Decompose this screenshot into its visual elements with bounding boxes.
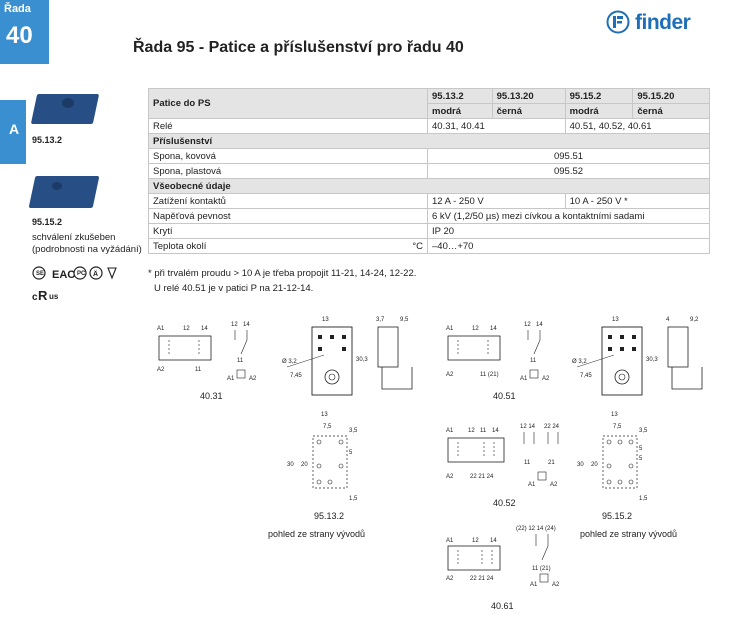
socket-95132-drawing bbox=[282, 315, 422, 400]
spec-table bbox=[148, 88, 710, 254]
svg-text:A2: A2 bbox=[249, 376, 257, 382]
svg-text:20: 20 bbox=[591, 462, 598, 468]
row-label: Relé bbox=[149, 119, 428, 134]
svg-text:11: 11 bbox=[530, 358, 537, 364]
svg-text:5: 5 bbox=[639, 456, 643, 462]
cert-eac-mark: EAC bbox=[52, 269, 76, 281]
svg-text:7,45: 7,45 bbox=[290, 373, 302, 379]
svg-text:11: 11 bbox=[195, 367, 202, 373]
brand-logo bbox=[606, 10, 712, 36]
svg-text:30,3: 30,3 bbox=[646, 357, 658, 363]
approval-note: schválení zkušeben bbox=[32, 232, 116, 243]
row-label: Krytí bbox=[149, 224, 428, 239]
svg-text:A1: A1 bbox=[530, 582, 538, 588]
svg-text:c: c bbox=[32, 292, 38, 303]
svg-text:30,3: 30,3 bbox=[356, 357, 368, 363]
col-code: 95.13.20 bbox=[492, 89, 565, 104]
col-code: 95.15.20 bbox=[633, 89, 710, 104]
svg-text:13: 13 bbox=[612, 317, 619, 323]
svg-text:11: 11 bbox=[480, 428, 487, 434]
svg-text:30: 30 bbox=[287, 462, 294, 468]
approval-details: (podrobnosti na vyžádání) bbox=[32, 244, 142, 255]
svg-text:9,2: 9,2 bbox=[690, 317, 699, 323]
svg-text:A2: A2 bbox=[542, 376, 550, 382]
svg-text:30: 30 bbox=[577, 462, 584, 468]
svg-text:11: 11 bbox=[524, 460, 531, 466]
svg-text:A2: A2 bbox=[552, 582, 560, 588]
cell-value: 6 kV (1,2/50 µs) mezi cívkou a kontaktními sadami bbox=[428, 209, 710, 224]
diagram-4061-label: 40.61 bbox=[491, 601, 514, 611]
footnote-2: U relé 40.51 je v patici P na 21-12-14. bbox=[154, 283, 314, 294]
svg-text:21: 21 bbox=[548, 460, 555, 466]
cell-value: 095.52 bbox=[428, 164, 710, 179]
svg-text:4: 4 bbox=[666, 317, 670, 323]
svg-text:7,5: 7,5 bbox=[323, 424, 332, 430]
section-header: Příslušenství bbox=[149, 134, 710, 149]
svg-text:14: 14 bbox=[201, 326, 208, 332]
svg-text:13: 13 bbox=[611, 412, 618, 418]
svg-text:12: 12 bbox=[183, 326, 190, 332]
svg-text:9,5: 9,5 bbox=[400, 317, 409, 323]
socket-hole bbox=[52, 182, 62, 190]
col-color: modrá bbox=[565, 104, 633, 119]
product-code-95132: 95.13.2 bbox=[32, 135, 63, 145]
cert-triangle-icon bbox=[108, 268, 116, 278]
section-letter: A bbox=[9, 121, 20, 137]
cert-icons bbox=[32, 266, 132, 306]
cert-ul-mark: us bbox=[49, 292, 59, 301]
svg-text:1,5: 1,5 bbox=[349, 496, 358, 502]
diagram-4031-relay bbox=[155, 318, 265, 388]
row-label: Spona, plastová bbox=[149, 164, 428, 179]
svg-text:14: 14 bbox=[536, 322, 543, 328]
diagram-4051-relay bbox=[444, 318, 564, 388]
svg-text:7,5: 7,5 bbox=[613, 424, 622, 430]
svg-text:A2: A2 bbox=[446, 372, 454, 378]
cell-value: 40.31, 40.41 bbox=[428, 119, 566, 134]
svg-text:13: 13 bbox=[322, 317, 329, 323]
svg-text:12: 12 bbox=[231, 322, 238, 328]
page-title: Řada 95 - Patice a příslušenství pro řadu 40 bbox=[133, 39, 464, 56]
svg-text:3,5: 3,5 bbox=[639, 428, 648, 434]
svg-text:A1: A1 bbox=[227, 376, 235, 382]
svg-text:SE: SE bbox=[36, 271, 45, 277]
svg-text:12 14: 12 14 bbox=[520, 424, 536, 430]
series-word: Řada bbox=[4, 3, 31, 15]
svg-text:5: 5 bbox=[349, 450, 353, 456]
svg-text:14: 14 bbox=[492, 428, 499, 434]
row-label: Zatížení kontaktů bbox=[149, 194, 428, 209]
cell-value: 40.51, 40.52, 40.61 bbox=[565, 119, 709, 134]
cell-value: –40…+70 bbox=[428, 239, 710, 254]
row-label: Spona, kovová bbox=[149, 149, 428, 164]
svg-text:5: 5 bbox=[639, 446, 643, 452]
svg-text:Ø 3,2: Ø 3,2 bbox=[572, 359, 587, 365]
section-header: Všeobecné údaje bbox=[149, 179, 710, 194]
svg-text:Ä: Ä bbox=[93, 271, 99, 278]
brand-name: finder bbox=[635, 11, 691, 34]
diagram-4061-relay bbox=[444, 522, 574, 592]
footnote-1: * při trvalém proudu > 10 A je třeba propojit 11-21, 14-24, 12-22. bbox=[148, 268, 417, 279]
temp-label: Teplota okolí bbox=[153, 240, 207, 252]
svg-text:20: 20 bbox=[301, 462, 308, 468]
diagram-4052-relay bbox=[444, 420, 574, 495]
svg-text:13: 13 bbox=[321, 412, 328, 418]
svg-text:PC: PC bbox=[77, 271, 86, 277]
svg-text:A2: A2 bbox=[157, 367, 165, 373]
diagram-4031-label: 40.31 bbox=[200, 391, 223, 401]
svg-text:(22) 12 14 (24): (22) 12 14 (24) bbox=[516, 526, 556, 532]
row-label bbox=[149, 239, 428, 254]
cell-value: 10 A - 250 V * bbox=[565, 194, 709, 209]
svg-text:A2: A2 bbox=[550, 482, 558, 488]
svg-text:A1: A1 bbox=[446, 428, 454, 434]
series-badge bbox=[0, 0, 49, 64]
svg-text:22 21 24: 22 21 24 bbox=[470, 474, 494, 480]
section-tab bbox=[0, 100, 26, 164]
svg-text:3,7: 3,7 bbox=[376, 317, 385, 323]
footprint-95152 bbox=[573, 410, 653, 510]
pin-view-caption-a: pohled ze strany vývodů bbox=[268, 529, 366, 539]
col-color: černá bbox=[633, 104, 710, 119]
table-head-label: Patice do PS bbox=[149, 89, 428, 119]
cell-value: IP 20 bbox=[428, 224, 710, 239]
svg-text:Ø 3,2: Ø 3,2 bbox=[282, 359, 297, 365]
svg-text:12: 12 bbox=[524, 322, 531, 328]
svg-text:A1: A1 bbox=[528, 482, 536, 488]
product-code-95152: 95.15.2 bbox=[32, 217, 63, 227]
svg-text:A1: A1 bbox=[446, 538, 454, 544]
finder-logo-icon bbox=[606, 10, 630, 34]
svg-text:14: 14 bbox=[490, 538, 497, 544]
svg-text:12: 12 bbox=[468, 428, 475, 434]
diagram-4051-label: 40.51 bbox=[493, 391, 516, 401]
cell-value: 095.51 bbox=[428, 149, 710, 164]
svg-text:14: 14 bbox=[490, 326, 497, 332]
socket-95152-drawing bbox=[572, 315, 717, 400]
svg-text:7,45: 7,45 bbox=[580, 373, 592, 379]
footprint-95132-label: 95.13.2 bbox=[314, 511, 345, 521]
svg-text:22 24: 22 24 bbox=[544, 424, 560, 430]
cell-value: 12 A - 250 V bbox=[428, 194, 566, 209]
svg-text:14: 14 bbox=[243, 322, 250, 328]
col-color: černá bbox=[492, 104, 565, 119]
svg-text:11: 11 bbox=[237, 358, 244, 364]
col-code: 95.15.2 bbox=[565, 89, 633, 104]
temp-unit: °C bbox=[412, 240, 423, 252]
svg-text:11 (21): 11 (21) bbox=[480, 372, 499, 378]
pin-view-caption-b: pohled ze strany vývodů bbox=[580, 529, 678, 539]
socket-photo bbox=[29, 176, 100, 208]
row-label: Napěťová pevnost bbox=[149, 209, 428, 224]
svg-text:A2: A2 bbox=[446, 474, 454, 480]
socket-hole bbox=[62, 98, 74, 108]
svg-text:A1: A1 bbox=[157, 326, 165, 332]
svg-text:3,5: 3,5 bbox=[349, 428, 358, 434]
svg-text:12: 12 bbox=[472, 538, 479, 544]
certification-marks bbox=[32, 266, 132, 306]
svg-text:1,5: 1,5 bbox=[639, 496, 648, 502]
col-code: 95.13.2 bbox=[428, 89, 493, 104]
svg-text:22 21 24: 22 21 24 bbox=[470, 576, 494, 582]
svg-text:R: R bbox=[38, 288, 48, 303]
footprint-95152-label: 95.15.2 bbox=[602, 511, 633, 521]
diagram-4052-label: 40.52 bbox=[493, 498, 516, 508]
svg-text:12: 12 bbox=[472, 326, 479, 332]
col-color: modrá bbox=[428, 104, 493, 119]
svg-text:A1: A1 bbox=[446, 326, 454, 332]
svg-text:11 (21): 11 (21) bbox=[532, 566, 551, 572]
series-number: 40 bbox=[6, 22, 33, 49]
svg-text:A1: A1 bbox=[520, 376, 528, 382]
svg-text:A2: A2 bbox=[446, 576, 454, 582]
footprint-95132 bbox=[283, 410, 363, 510]
